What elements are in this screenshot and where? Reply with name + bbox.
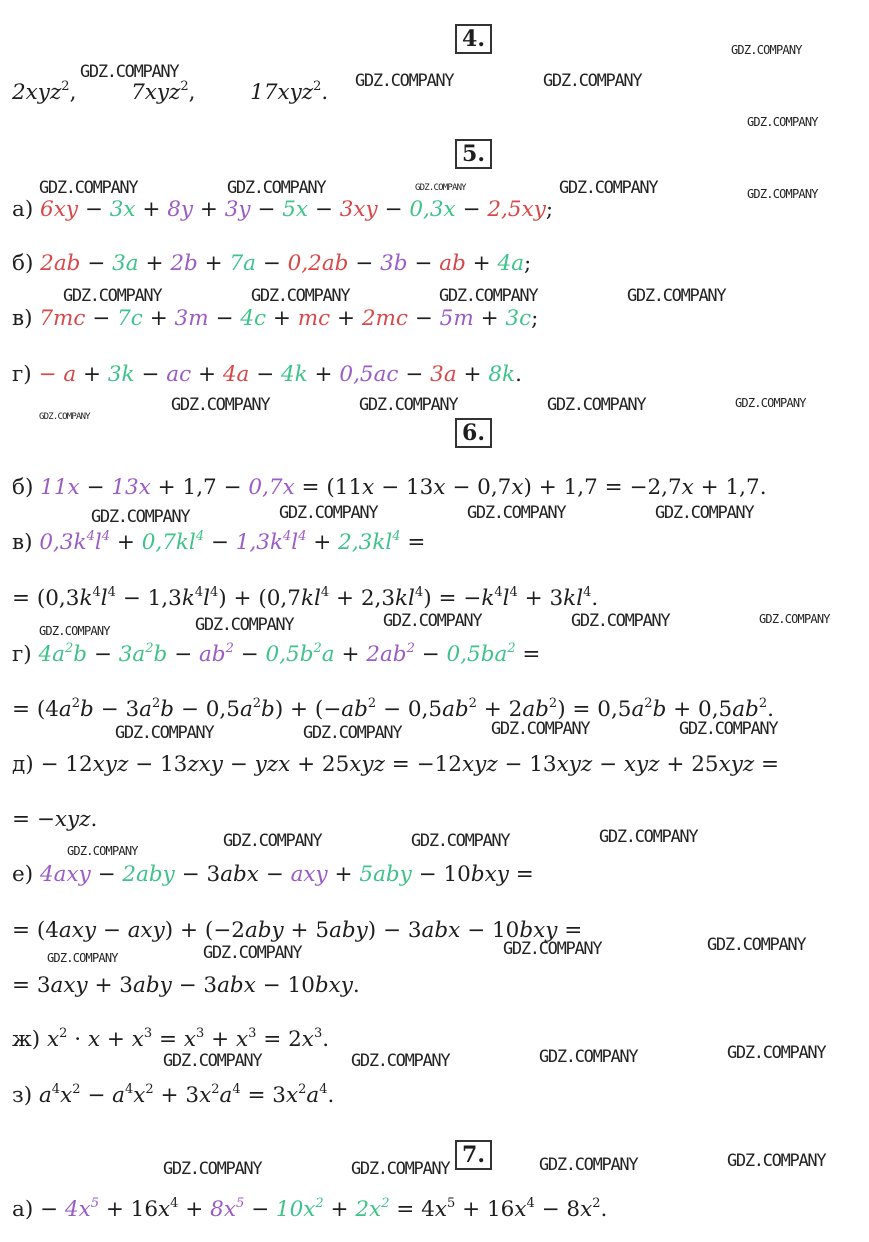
watermark: GDZ.COMPANY	[203, 943, 302, 963]
watermark: GDZ.COMPANY	[39, 412, 90, 422]
task5-v: в) 7mc − 7c + 3m − 4c + mc + 2mc − 5m + 3c;	[12, 306, 539, 331]
watermark: GDZ.COMPANY	[539, 1155, 638, 1175]
watermark: GDZ.COMPANY	[115, 723, 214, 743]
task6-g-2: = $(4a^2b - 3a^2b - 0,5a^2b) + (-ab^2 - 0,5ab^2 + 2ab^2) = 0,5a^2b + 0,5ab^2$.	[12, 696, 774, 722]
watermark: GDZ.COMPANY	[91, 507, 190, 527]
task6-zh: ж) $x^2 \cdot x + x^3 = x^3 + x^3 = 2x^3$.	[12, 1026, 330, 1052]
watermark: GDZ.COMPANY	[227, 178, 326, 198]
watermark: GDZ.COMPANY	[279, 503, 378, 523]
watermark: GDZ.COMPANY	[759, 612, 830, 626]
watermark: GDZ.COMPANY	[727, 1151, 826, 1171]
task6-g-1: г) $4a^2b - 3a^2b - ab^2 - 0,5b^2a + 2ab^2 - 0,5ba^2$ =	[12, 641, 541, 667]
task7-a: $а) - 4x^5 + 16x^4 + 8x^5 - 10x^2 + 2x^2 = 4x^5 + 16x^4 - 8x^2$.	[12, 1196, 608, 1222]
watermark: GDZ.COMPANY	[63, 286, 162, 306]
task4-answer: 2xyz$^2$, 7xyz$^2$, 17xyz$^2$.	[12, 79, 329, 105]
section-number-5: 5 .	[455, 139, 492, 169]
watermark: GDZ.COMPANY	[195, 615, 294, 635]
watermark: GDZ.COMPANY	[747, 115, 818, 129]
watermark: GDZ.COMPANY	[415, 183, 466, 193]
watermark: GDZ.COMPANY	[411, 831, 510, 851]
watermark: GDZ.COMPANY	[543, 71, 642, 91]
watermark: GDZ.COMPANY	[707, 935, 806, 955]
watermark: GDZ.COMPANY	[39, 624, 110, 638]
watermark: GDZ.COMPANY	[251, 286, 350, 306]
task5-a: а) 6xy − 3x + 8y + 3y − 5x − 3xy − 0,3x − 2,5xy;	[12, 197, 554, 222]
watermark: GDZ.COMPANY	[655, 503, 754, 523]
watermark: GDZ.COMPANY	[559, 178, 658, 198]
watermark: GDZ.COMPANY	[571, 611, 670, 631]
watermark: GDZ.COMPANY	[355, 71, 454, 91]
watermark: GDZ.COMPANY	[47, 951, 118, 965]
watermark: GDZ.COMPANY	[171, 395, 270, 415]
section-number-6: 6 .	[455, 418, 492, 448]
task6-z: з) $a^4x^2 - a^4x^2 + 3x^2a^4 = 3x^2a^4$.	[12, 1082, 335, 1108]
watermark: GDZ.COMPANY	[163, 1051, 262, 1071]
watermark: GDZ.COMPANY	[491, 719, 590, 739]
watermark: GDZ.COMPANY	[731, 43, 802, 57]
watermark: GDZ.COMPANY	[351, 1159, 450, 1179]
watermark: GDZ.COMPANY	[599, 827, 698, 847]
watermark: GDZ.COMPANY	[351, 1051, 450, 1071]
watermark: GDZ.COMPANY	[359, 395, 458, 415]
watermark: GDZ.COMPANY	[163, 1159, 262, 1179]
watermark: GDZ.COMPANY	[503, 939, 602, 959]
task6-e-1: е) 4axy − 2aby − 3abx − axy + 5aby − 10bxy =	[12, 862, 534, 887]
task6-e-3: = 3axy + 3aby − 3abx − 10bxy.	[12, 973, 360, 998]
watermark: GDZ.COMPANY	[547, 395, 646, 415]
watermark: GDZ.COMPANY	[39, 178, 138, 198]
watermark: GDZ.COMPANY	[439, 286, 538, 306]
task5-g: г) − a + 3k − ac + 4a − 4k + 0,5ac − 3a + 8k.	[12, 362, 522, 387]
watermark: GDZ.COMPANY	[539, 1047, 638, 1067]
section-number-7: 7 .	[455, 1140, 492, 1170]
task6-v-1: в) $0,3k^4l^4 + 0,7kl^4 - 1,3k^4l^4 + 2,3kl^4$ =	[12, 529, 426, 555]
task6-v-2: = $(0,3k^4l^4 - 1,3k^4l^4) + (0,7kl^4 + 2,3kl^4) = -k^4l^4 + 3kl^4$.	[12, 585, 599, 611]
watermark: GDZ.COMPANY	[735, 396, 806, 410]
watermark: GDZ.COMPANY	[627, 286, 726, 306]
watermark: GDZ.COMPANY	[679, 719, 778, 739]
task6-b: б) 11x − 13x + 1,7 − 0,7x = (11x − 13x − 0,7x) + 1,7 = −2,7x + 1,7.	[12, 475, 767, 500]
watermark: GDZ.COMPANY	[727, 1043, 826, 1063]
task6-e-2: = (4axy − axy) + (−2aby + 5aby) − 3abx − 10bxy =	[12, 918, 583, 943]
watermark: GDZ.COMPANY	[223, 831, 322, 851]
watermark: GDZ.COMPANY	[67, 844, 138, 858]
watermark: GDZ.COMPANY	[383, 611, 482, 631]
watermark: GDZ.COMPANY	[303, 723, 402, 743]
section-number-4: 4 .	[455, 24, 492, 54]
watermark: GDZ.COMPANY	[80, 62, 179, 82]
task6-d-1: д) − 12xyz − 13zxy − yzx + 25xyz = −12xyz − 13xyz − xyz + 25xyz =	[12, 752, 780, 777]
watermark: GDZ.COMPANY	[747, 187, 818, 201]
watermark: GDZ.COMPANY	[467, 503, 566, 523]
task6-d-2: = −xyz.	[12, 807, 98, 832]
task5-b: б) 2ab − 3a + 2b + 7a − 0,2ab − 3b − ab + 4a;	[12, 251, 532, 276]
